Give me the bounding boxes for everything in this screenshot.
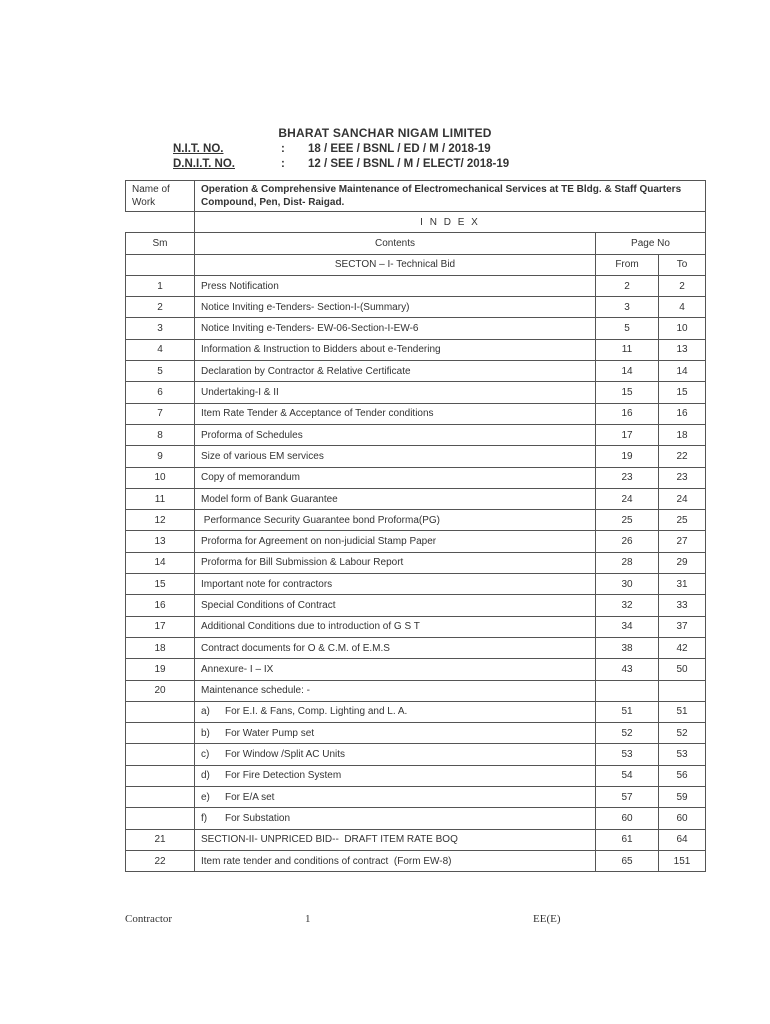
- table-row: [126, 765, 706, 786]
- nit-label: N.I.T. NO.: [173, 143, 224, 155]
- content-cell: [195, 382, 596, 403]
- page-from: 14: [596, 361, 659, 382]
- index-title: I N D E X: [195, 212, 706, 233]
- page-from: 5: [596, 318, 659, 339]
- serial-number: 2: [126, 297, 195, 318]
- table-row: [126, 723, 706, 744]
- page-to: 24: [659, 488, 706, 509]
- content-cell: [195, 765, 596, 786]
- page-from: 16: [596, 403, 659, 424]
- page-to: 42: [659, 637, 706, 658]
- serial-number: [126, 723, 195, 744]
- page-from: 43: [596, 659, 659, 680]
- from-header: From: [596, 254, 659, 275]
- content-cell: [195, 403, 596, 424]
- serial-number: [126, 765, 195, 786]
- content-cell: [195, 680, 596, 701]
- content-text: For E.I. & Fans, Comp. Lighting and L. A.: [225, 706, 408, 718]
- serial-number: 18: [126, 637, 195, 658]
- page-to: [659, 680, 706, 701]
- table-row: [126, 616, 706, 637]
- page-to: 15: [659, 382, 706, 403]
- page-to: 52: [659, 723, 706, 744]
- page-from: 34: [596, 616, 659, 637]
- table-row: [126, 595, 706, 616]
- content-cell: [195, 361, 596, 382]
- content-text: For Substation: [225, 812, 291, 824]
- serial-number: [126, 701, 195, 722]
- content-cell: [195, 659, 596, 680]
- page-from: 26: [596, 531, 659, 552]
- footer-contractor: Contractor: [125, 913, 173, 925]
- serial-number: 19: [126, 659, 195, 680]
- content-text: Contract documents for O & C.M. of E.M.S: [201, 642, 390, 654]
- dnit-label: D.N.I.T. NO.: [173, 158, 235, 170]
- content-text: Undertaking-I & II: [201, 387, 279, 399]
- serial-number: 13: [126, 531, 195, 552]
- content-text: Performance Security Guarantee bond Proforma(PG): [201, 514, 440, 526]
- serial-number: [126, 808, 195, 829]
- content-text: Size of various EM services: [201, 450, 324, 462]
- serial-number: 22: [126, 850, 195, 871]
- content-text: For Window /Split AC Units: [225, 749, 346, 761]
- page-from: 30: [596, 574, 659, 595]
- page-to: 14: [659, 361, 706, 382]
- table-row: [126, 339, 706, 360]
- footer-page-number: 1: [305, 913, 311, 925]
- serial-number: 16: [126, 595, 195, 616]
- table-row: [126, 424, 706, 445]
- table-row: [126, 680, 706, 701]
- table-row: [126, 574, 706, 595]
- content-text: SECTION-II- UNPRICED BID-- DRAFT ITEM RATE BOQ: [201, 834, 458, 846]
- sub-item-marker: e): [201, 791, 210, 803]
- page-to: 16: [659, 403, 706, 424]
- nit-value: 18 / EEE / BSNL / ED / M / 2018-19: [308, 143, 491, 155]
- table-row: [126, 829, 706, 850]
- page-from: 65: [596, 850, 659, 871]
- page-from: 2: [596, 275, 659, 296]
- table-row: [126, 701, 706, 722]
- page-to: 37: [659, 616, 706, 637]
- content-text: For Fire Detection System: [225, 770, 342, 782]
- content-cell: [195, 424, 596, 445]
- page-to: 4: [659, 297, 706, 318]
- page-to: 25: [659, 510, 706, 531]
- table-row: [126, 744, 706, 765]
- sn-header: Sm: [126, 233, 195, 254]
- content-cell: [195, 446, 596, 467]
- page-from: 15: [596, 382, 659, 403]
- dnit-line: [173, 158, 509, 170]
- name-of-work-row: [126, 181, 706, 212]
- table-row: [126, 531, 706, 552]
- page-to: 50: [659, 659, 706, 680]
- content-text: Press Notification: [201, 280, 279, 292]
- content-cell: [195, 531, 596, 552]
- content-cell: [195, 808, 596, 829]
- name-of-work-label: Name of Work: [126, 181, 195, 212]
- serial-number: 5: [126, 361, 195, 382]
- page-to: 13: [659, 339, 706, 360]
- content-text: Proforma of Schedules: [201, 429, 303, 441]
- serial-number: [126, 744, 195, 765]
- page-from: 24: [596, 488, 659, 509]
- page-to: 10: [659, 318, 706, 339]
- index-title-row: [126, 212, 706, 233]
- page-to: 60: [659, 808, 706, 829]
- section-title: SECTON – I- Technical Bid: [195, 254, 596, 275]
- content-cell: [195, 744, 596, 765]
- content-cell: [195, 488, 596, 509]
- content-text: Item Rate Tender & Acceptance of Tender conditions: [201, 408, 434, 420]
- content-cell: [195, 616, 596, 637]
- content-cell: [195, 552, 596, 573]
- page-from: 17: [596, 424, 659, 445]
- serial-number: 9: [126, 446, 195, 467]
- table-row: [126, 808, 706, 829]
- content-text: For Water Pump set: [225, 727, 315, 739]
- table-row: [126, 850, 706, 871]
- serial-number: 10: [126, 467, 195, 488]
- page-from: 28: [596, 552, 659, 573]
- page-from: [596, 680, 659, 701]
- content-cell: [195, 275, 596, 296]
- page-to: 27: [659, 531, 706, 552]
- footer-ee: EE(E): [533, 913, 561, 925]
- page-from: 51: [596, 701, 659, 722]
- page-from: 52: [596, 723, 659, 744]
- table-row: [126, 446, 706, 467]
- table-row: [126, 552, 706, 573]
- serial-number: 8: [126, 424, 195, 445]
- page-from: 61: [596, 829, 659, 850]
- content-cell: [195, 595, 596, 616]
- page-to: 18: [659, 424, 706, 445]
- content-text: Additional Conditions due to introduction of G S T: [201, 621, 420, 633]
- page-to: 23: [659, 467, 706, 488]
- content-cell: [195, 850, 596, 871]
- serial-number: 6: [126, 382, 195, 403]
- serial-number: 7: [126, 403, 195, 424]
- page-to: 56: [659, 765, 706, 786]
- page-from: 11: [596, 339, 659, 360]
- page-from: 25: [596, 510, 659, 531]
- nit-line: [173, 143, 491, 155]
- page-to: 31: [659, 574, 706, 595]
- dnit-colon: :: [281, 158, 285, 170]
- content-cell: [195, 510, 596, 531]
- table-row: [126, 275, 706, 296]
- contents-header: Contents: [195, 233, 596, 254]
- dnit-value: 12 / SEE / BSNL / M / ELECT/ 2018-19: [308, 158, 510, 170]
- header-row: [126, 233, 706, 254]
- page-from: 57: [596, 787, 659, 808]
- page-to: 64: [659, 829, 706, 850]
- page-to: 2: [659, 275, 706, 296]
- content-text: Proforma for Agreement on non-judicial Stamp Paper: [201, 536, 437, 548]
- serial-number: 20: [126, 680, 195, 701]
- content-cell: [195, 339, 596, 360]
- sub-item-marker: d): [201, 770, 210, 782]
- page-from: 19: [596, 446, 659, 467]
- table-row: [126, 403, 706, 424]
- page-to: 33: [659, 595, 706, 616]
- table-row: [126, 382, 706, 403]
- content-text: Model form of Bank Guarantee: [201, 493, 338, 505]
- page-from: 54: [596, 765, 659, 786]
- page-from: 3: [596, 297, 659, 318]
- table-row: [126, 318, 706, 339]
- content-cell: [195, 637, 596, 658]
- serial-number: 1: [126, 275, 195, 296]
- index-table: [125, 180, 706, 872]
- page-to: 151: [659, 850, 706, 871]
- page-to: 29: [659, 552, 706, 573]
- page-from: 60: [596, 808, 659, 829]
- content-text: Important note for contractors: [201, 578, 333, 590]
- serial-number: 21: [126, 829, 195, 850]
- content-text: Notice Inviting e-Tenders- EW-06-Section-I-EW-6: [201, 323, 419, 335]
- serial-number: 11: [126, 488, 195, 509]
- page-to: 51: [659, 701, 706, 722]
- organization-title: BHARAT SANCHAR NIGAM LIMITED: [278, 126, 492, 140]
- content-text: Special Conditions of Contract: [201, 599, 336, 611]
- page-from: 32: [596, 595, 659, 616]
- content-cell: [195, 467, 596, 488]
- serial-number: [126, 787, 195, 808]
- table-row: [126, 787, 706, 808]
- sub-item-marker: b): [201, 727, 210, 739]
- content-text: Copy of memorandum: [201, 472, 300, 484]
- content-cell: [195, 829, 596, 850]
- table-row: [126, 467, 706, 488]
- page-from: 38: [596, 637, 659, 658]
- table-row: [126, 361, 706, 382]
- sub-item-marker: f): [201, 812, 208, 824]
- serial-number: 4: [126, 339, 195, 360]
- page-to: 22: [659, 446, 706, 467]
- page-no-header: Page No: [596, 233, 706, 254]
- content-text: Information & Instruction to Bidders about e-Tendering: [201, 344, 441, 356]
- sub-item-marker: c): [201, 749, 210, 761]
- content-cell: [195, 787, 596, 808]
- table-row: [126, 637, 706, 658]
- content-text: Proforma for Bill Submission & Labour Report: [201, 557, 404, 569]
- content-cell: [195, 297, 596, 318]
- serial-number: 15: [126, 574, 195, 595]
- sub-item-marker: a): [201, 706, 210, 718]
- content-cell: [195, 723, 596, 744]
- table-row: [126, 297, 706, 318]
- content-text: Annexure- I – IX: [201, 663, 274, 675]
- content-cell: [195, 574, 596, 595]
- content-text: Maintenance schedule: -: [201, 685, 310, 697]
- page-from: 23: [596, 467, 659, 488]
- page-from: 53: [596, 744, 659, 765]
- table-row: [126, 488, 706, 509]
- page-to: 53: [659, 744, 706, 765]
- content-text: Item rate tender and conditions of contract (Form EW-8): [201, 855, 452, 867]
- to-header: To: [659, 254, 706, 275]
- table-row: [126, 659, 706, 680]
- content-text: Declaration by Contractor & Relative Certificate: [201, 365, 411, 377]
- serial-number: 17: [126, 616, 195, 637]
- content-text: Notice Inviting e-Tenders- Section-I-(Summary): [201, 301, 410, 313]
- content-cell: [195, 701, 596, 722]
- section-row: [126, 254, 706, 275]
- content-text: For E/A set: [225, 791, 275, 803]
- serial-number: 3: [126, 318, 195, 339]
- table-row: [126, 510, 706, 531]
- name-of-work-value: Operation & Comprehensive Maintenance of Electromechanical Services at TE Bldg. & Staff Quarters Compound, Pen, Dist- Raigad.: [195, 181, 706, 212]
- page-to: 59: [659, 787, 706, 808]
- serial-number: 12: [126, 510, 195, 531]
- serial-number: 14: [126, 552, 195, 573]
- nit-colon: :: [281, 143, 285, 155]
- content-cell: [195, 318, 596, 339]
